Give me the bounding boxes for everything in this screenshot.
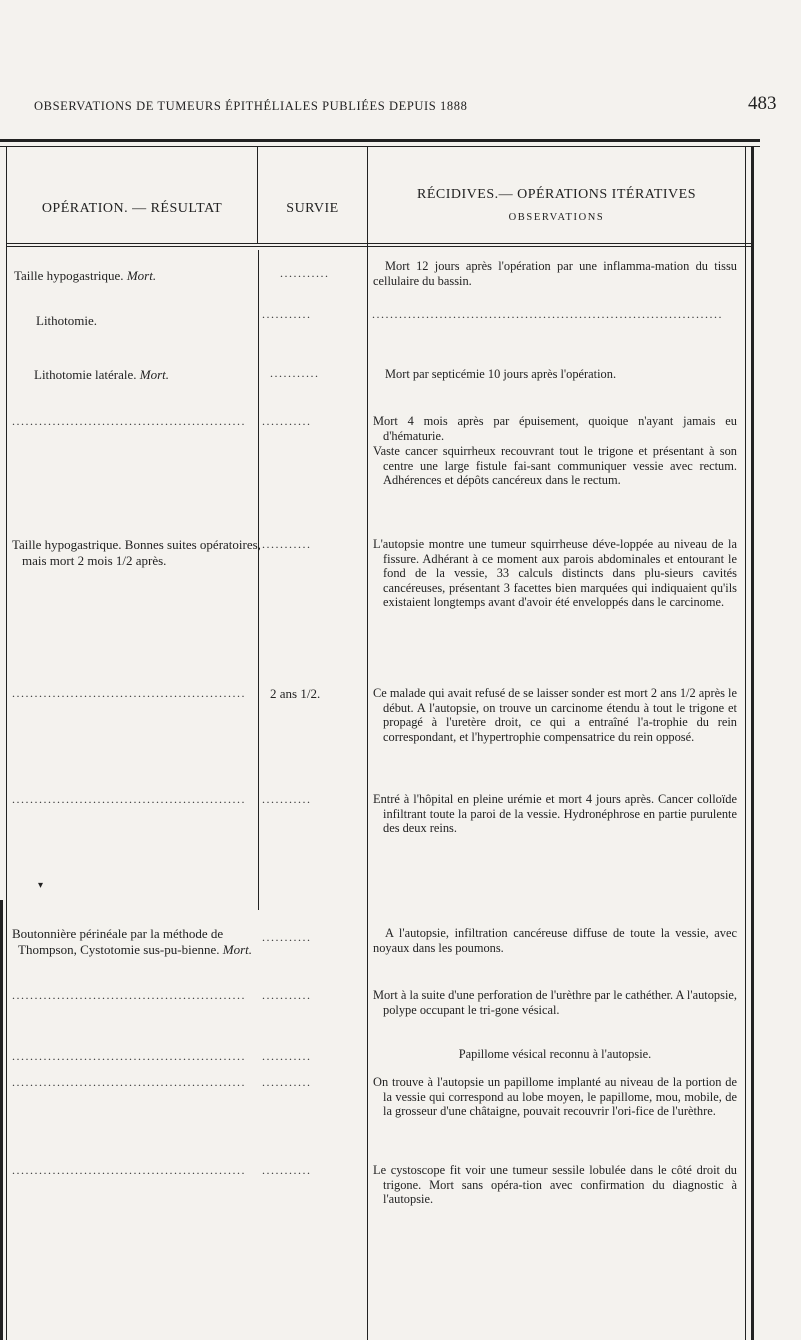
survie-leader-0: ........... [280, 266, 330, 280]
header-survie: SURVIE [286, 201, 339, 216]
survie-5: 2 ans 1/2. [270, 686, 321, 701]
op-result-2: Mort. [139, 367, 170, 382]
obs-text-0: Mort 12 jours après l'opération par une inflamma-mation du tissu cellulaire du bassin. [373, 259, 737, 288]
op-cell-0 [14, 268, 254, 284]
op-cell-7 [12, 926, 262, 957]
obs-11: Le cystoscope fit voir une tumeur sessile lobulée dans le côté droit du trigone. Mort sans opéra-tion avec confirmation du diagnostic à l'autopsie. [373, 1163, 737, 1207]
obs-0 [373, 259, 737, 288]
op-cell-1 [36, 313, 97, 329]
obs-leader-1: .............................................................................. [372, 307, 723, 321]
col-divider-1 [257, 146, 258, 244]
survie-leader-3: ........... [262, 414, 312, 428]
obs-3a: Mort 4 mois après par épuisement, quoique n'ayant jamais eu d'hématurie. [373, 414, 737, 443]
survie-leader-10: ........... [262, 1075, 312, 1089]
survie-leader-7: ........... [262, 930, 312, 944]
header-bottom-rule [6, 243, 751, 244]
header-observations: OBSERVATIONS [508, 212, 605, 223]
op-leader-5: .................................................... [12, 686, 246, 700]
op-text-7: Boutonnière périnéale par la méthode de Thompson, Cystotomie sus-pu-bienne. [12, 926, 224, 957]
survie-leader-9: ........... [262, 1049, 312, 1063]
obs-8: Mort à la suite d'une perforation de l'urèthre par le cathéther. A l'autopsie, polype occupant le tri-gone vésical. [373, 988, 737, 1017]
op-leader-8: .................................................... [12, 988, 246, 1002]
survie-leader-6: ........... [262, 792, 312, 806]
op-text-4: Taille hypogastrique. Bonnes suites opératoires, mais mort 2 mois 1/2 après. [12, 537, 261, 568]
op-text-2: Lithotomie latérale. [34, 367, 137, 382]
obs-9: Papillome vésical reconnu à l'autopsie. [458, 1047, 652, 1061]
obs-4: L'autopsie montre une tumeur squirrheuse déve-loppée au niveau de la fissure. Adhérant à ce moment aux parois abdominales et entourant le fond de la vessie, 33 calculs distincts dans plu-sieurs cavités cancéreuses, présentant 3 facettes bien marquées qui indiquaient qu'ils existaient longtemps avant d'avoir été enveloppés dans le carcinome. [373, 537, 737, 610]
survie-leader-4: ........... [262, 537, 312, 551]
table-top-rule-thin [0, 146, 760, 147]
obs-3b: Vaste cancer squirrheux recouvrant tout le trigone et présentant à son centre une large fistule fai-sant communiquer vessie avec rectum. Adhérences et dépôts cancéreux dans le rectum. [373, 444, 737, 488]
obs-5: Ce malade qui avait refusé de se laisser sonder est mort 2 ans 1/2 après le début. A l'autopsie, on trouve un carcinome étendu à tout le trigone et propagé à l'uretère droit, ce qui a entraîné l'a-trophie du rein correspondant, et l'hypertrophie compensatrice du rein opposé. [373, 686, 737, 744]
obs-2 [373, 367, 737, 382]
header-recidives: RÉCIDIVES.— OPÉRATIONS ITÉRATIVES [417, 187, 696, 202]
obs-text-7: A l'autopsie, infiltration cancéreuse diffuse de toute la vessie, avec noyaux dans les poumons. [373, 926, 737, 955]
op-leader-11: .................................................... [12, 1163, 246, 1177]
stray-mark: ▾ [38, 880, 44, 891]
survie-leader-8: ........... [262, 988, 312, 1002]
op-result-7: Mort. [222, 941, 252, 957]
page-number: 483 [748, 93, 777, 114]
op-text-1: Lithotomie. [36, 313, 98, 328]
op-leader-6: .................................................... [12, 792, 246, 806]
right-border [745, 146, 746, 1340]
obs-6: Entré à l'hôpital en pleine urémie et mort 4 jours après. Cancer colloïde infiltrant toute la paroi de la vessie. Hydronéphrose en partie purulente des deux reins. [373, 792, 737, 836]
op-leader-3: .................................................... [12, 414, 246, 428]
survie-leader-1: ........... [262, 307, 312, 321]
survie-leader-2: ........... [270, 366, 320, 380]
left-border [6, 146, 7, 1340]
table-top-rule [0, 139, 760, 142]
op-result-0: Mort. [126, 268, 157, 283]
survie-leader-11: ........... [262, 1163, 312, 1177]
obs-7 [373, 926, 737, 955]
col-divider-1b [258, 250, 259, 910]
op-cell-4 [12, 537, 266, 568]
header-operation: OPÉRATION. — RÉSULTAT [41, 201, 223, 216]
op-text-0: Taille hypogastrique. [14, 268, 124, 283]
op-cell-2 [34, 367, 169, 383]
left-border-heavy [0, 900, 3, 1340]
col-divider-2 [367, 146, 368, 1340]
right-border-heavy [751, 146, 754, 1340]
obs-text-2: Mort par septicémie 10 jours après l'opération. [385, 367, 617, 381]
op-leader-10: .................................................... [12, 1075, 246, 1089]
op-leader-9: .................................................... [12, 1049, 246, 1063]
obs-10: On trouve à l'autopsie un papillome implanté au niveau de la portion de la vessie qui correspond au lobe moyen, le papillome, mou, mobile, de la grosseur d'une châtaigne, pouvait recouvrir l'ori-fice de l'urèthre. [373, 1075, 737, 1119]
running-title: OBSERVATIONS DE TUMEURS ÉPITHÉLIALES PUBLIÉES DEPUIS 1888 [34, 99, 468, 113]
header-bottom-rule-2 [6, 246, 751, 247]
